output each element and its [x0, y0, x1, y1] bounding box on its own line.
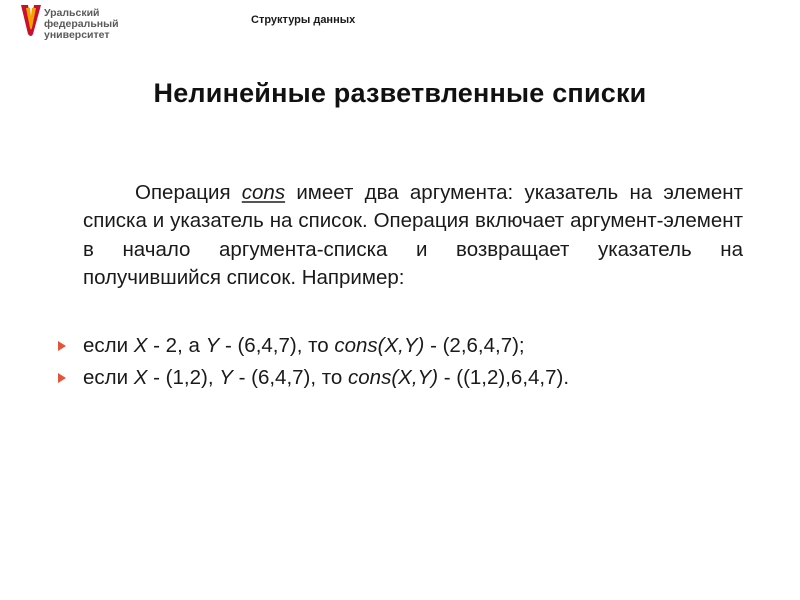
- example-result: - ((1,2),6,4,7).: [438, 366, 570, 389]
- logo-line-2: федеральный: [44, 18, 119, 30]
- logo-line-3: университет: [44, 29, 110, 41]
- cons-term: cons: [241, 181, 286, 204]
- slide-title: Нелинейные разветвленные списки: [153, 78, 647, 108]
- variable-y: Y: [205, 334, 220, 357]
- course-subject: Структуры данных: [251, 14, 356, 26]
- example-text: - (1,2),: [147, 366, 220, 389]
- triangle-bullet-icon: [58, 373, 66, 383]
- triangle-bullet-icon: [58, 341, 66, 351]
- variable-x: X: [133, 366, 148, 389]
- example-text: - (6,4,7), то: [232, 366, 349, 389]
- body-paragraph: [83, 179, 743, 293]
- variable-y: Y: [219, 366, 233, 389]
- university-logo: [20, 4, 150, 44]
- list-item: [58, 330, 569, 362]
- list-item: [58, 362, 569, 394]
- example-text: если: [83, 334, 134, 357]
- urfu-logo-icon: [20, 4, 42, 38]
- cons-expression: cons(X,Y): [334, 334, 425, 357]
- example-text: - 2, а: [147, 334, 206, 357]
- logo-line-1: Уральский: [44, 7, 100, 19]
- example-list: [58, 330, 569, 394]
- example-result: - (2,6,4,7);: [424, 334, 525, 357]
- example-text: - (6,4,7), то: [219, 334, 335, 357]
- paragraph-part-1: Операция: [135, 181, 242, 204]
- logo-text: [44, 8, 119, 41]
- variable-x: X: [133, 334, 148, 357]
- cons-expression: cons(X,Y): [348, 366, 439, 389]
- paragraph-part-2: имеет два аргумента: указатель на элемент списка и указатель на список. Операция включает аргумент-элемент в начало аргумента-списка и возвращает указатель на получившийся список. Например:: [83, 181, 743, 290]
- example-text: если: [83, 366, 134, 389]
